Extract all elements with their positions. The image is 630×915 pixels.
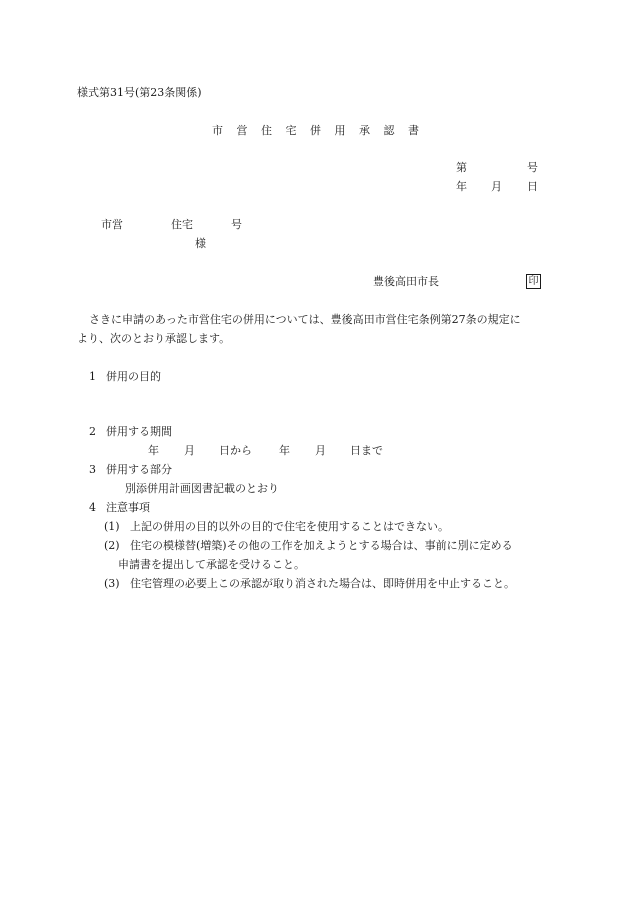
title-char: 用 — [334, 124, 346, 137]
note-2-text: 住宅の模様替(増築)その他の工作を加えようとする場合は、事前に別に定める — [130, 539, 513, 552]
doc-number-suffix: 号 — [527, 161, 538, 174]
addressee-housing: 住宅 — [171, 218, 193, 231]
addressee-city-housing: 市営 — [101, 218, 123, 231]
form-label: 様式第31号(第23条関係) — [77, 86, 202, 99]
note-1-number: (1) — [104, 520, 120, 533]
document-title — [212, 124, 419, 138]
title-char: 市 — [212, 124, 223, 137]
item-2-label: 併用する期間 — [106, 425, 172, 438]
note-2-continuation: 申請書を提出して承認を受けること。 — [118, 558, 305, 571]
item-2-number: 2 — [89, 425, 96, 438]
title-char: 承 — [359, 124, 370, 137]
item-3-label: 併用する部分 — [106, 463, 172, 476]
title-char: 宅 — [285, 124, 297, 137]
period-from-month: 月 — [184, 444, 195, 457]
issuer-name: 豊後高田市長 — [373, 275, 439, 288]
note-3-number: (3) — [104, 577, 120, 590]
date-month: 月 — [491, 180, 502, 193]
period-to-month: 月 — [315, 444, 326, 457]
title-char: 併 — [310, 124, 321, 137]
body-text-line-2: より、次のとおり承認します。 — [77, 332, 231, 345]
body-text-line-1: さきに申請のあった市営住宅の併用については、豊後高田市営住宅条例第27条の規定に — [89, 313, 521, 326]
period-to-year: 年 — [279, 444, 290, 457]
period-to-day: 日まで — [350, 444, 383, 457]
seal-mark: 印 — [526, 274, 541, 289]
item-4-number: 4 — [89, 501, 96, 514]
title-char: 営 — [236, 124, 248, 137]
title-char: 住 — [261, 124, 272, 137]
addressee-number: 号 — [231, 218, 242, 231]
issuer-seal — [526, 274, 541, 289]
addressee-honorific: 様 — [195, 237, 206, 250]
doc-number-prefix: 第 — [456, 161, 467, 174]
date-year: 年 — [456, 180, 467, 193]
period-from-year: 年 — [148, 444, 159, 457]
item-3-value: 別添併用計画図書記載のとおり — [125, 482, 279, 495]
note-3-text: 住宅管理の必要上この承認が取り消された場合は、即時併用を中止すること。 — [130, 577, 515, 590]
date-day: 日 — [527, 180, 538, 193]
title-char: 認 — [383, 124, 395, 137]
item-1-label: 併用の目的 — [106, 370, 161, 383]
note-2-number: (2) — [104, 539, 120, 552]
period-from-day: 日から — [219, 444, 252, 457]
note-1-text: 上記の併用の目的以外の目的で住宅を使用することはできない。 — [130, 520, 449, 533]
item-4-label: 注意事項 — [106, 501, 150, 514]
item-1-number: 1 — [89, 370, 96, 383]
item-3-number: 3 — [89, 463, 96, 476]
title-char: 書 — [408, 124, 419, 137]
